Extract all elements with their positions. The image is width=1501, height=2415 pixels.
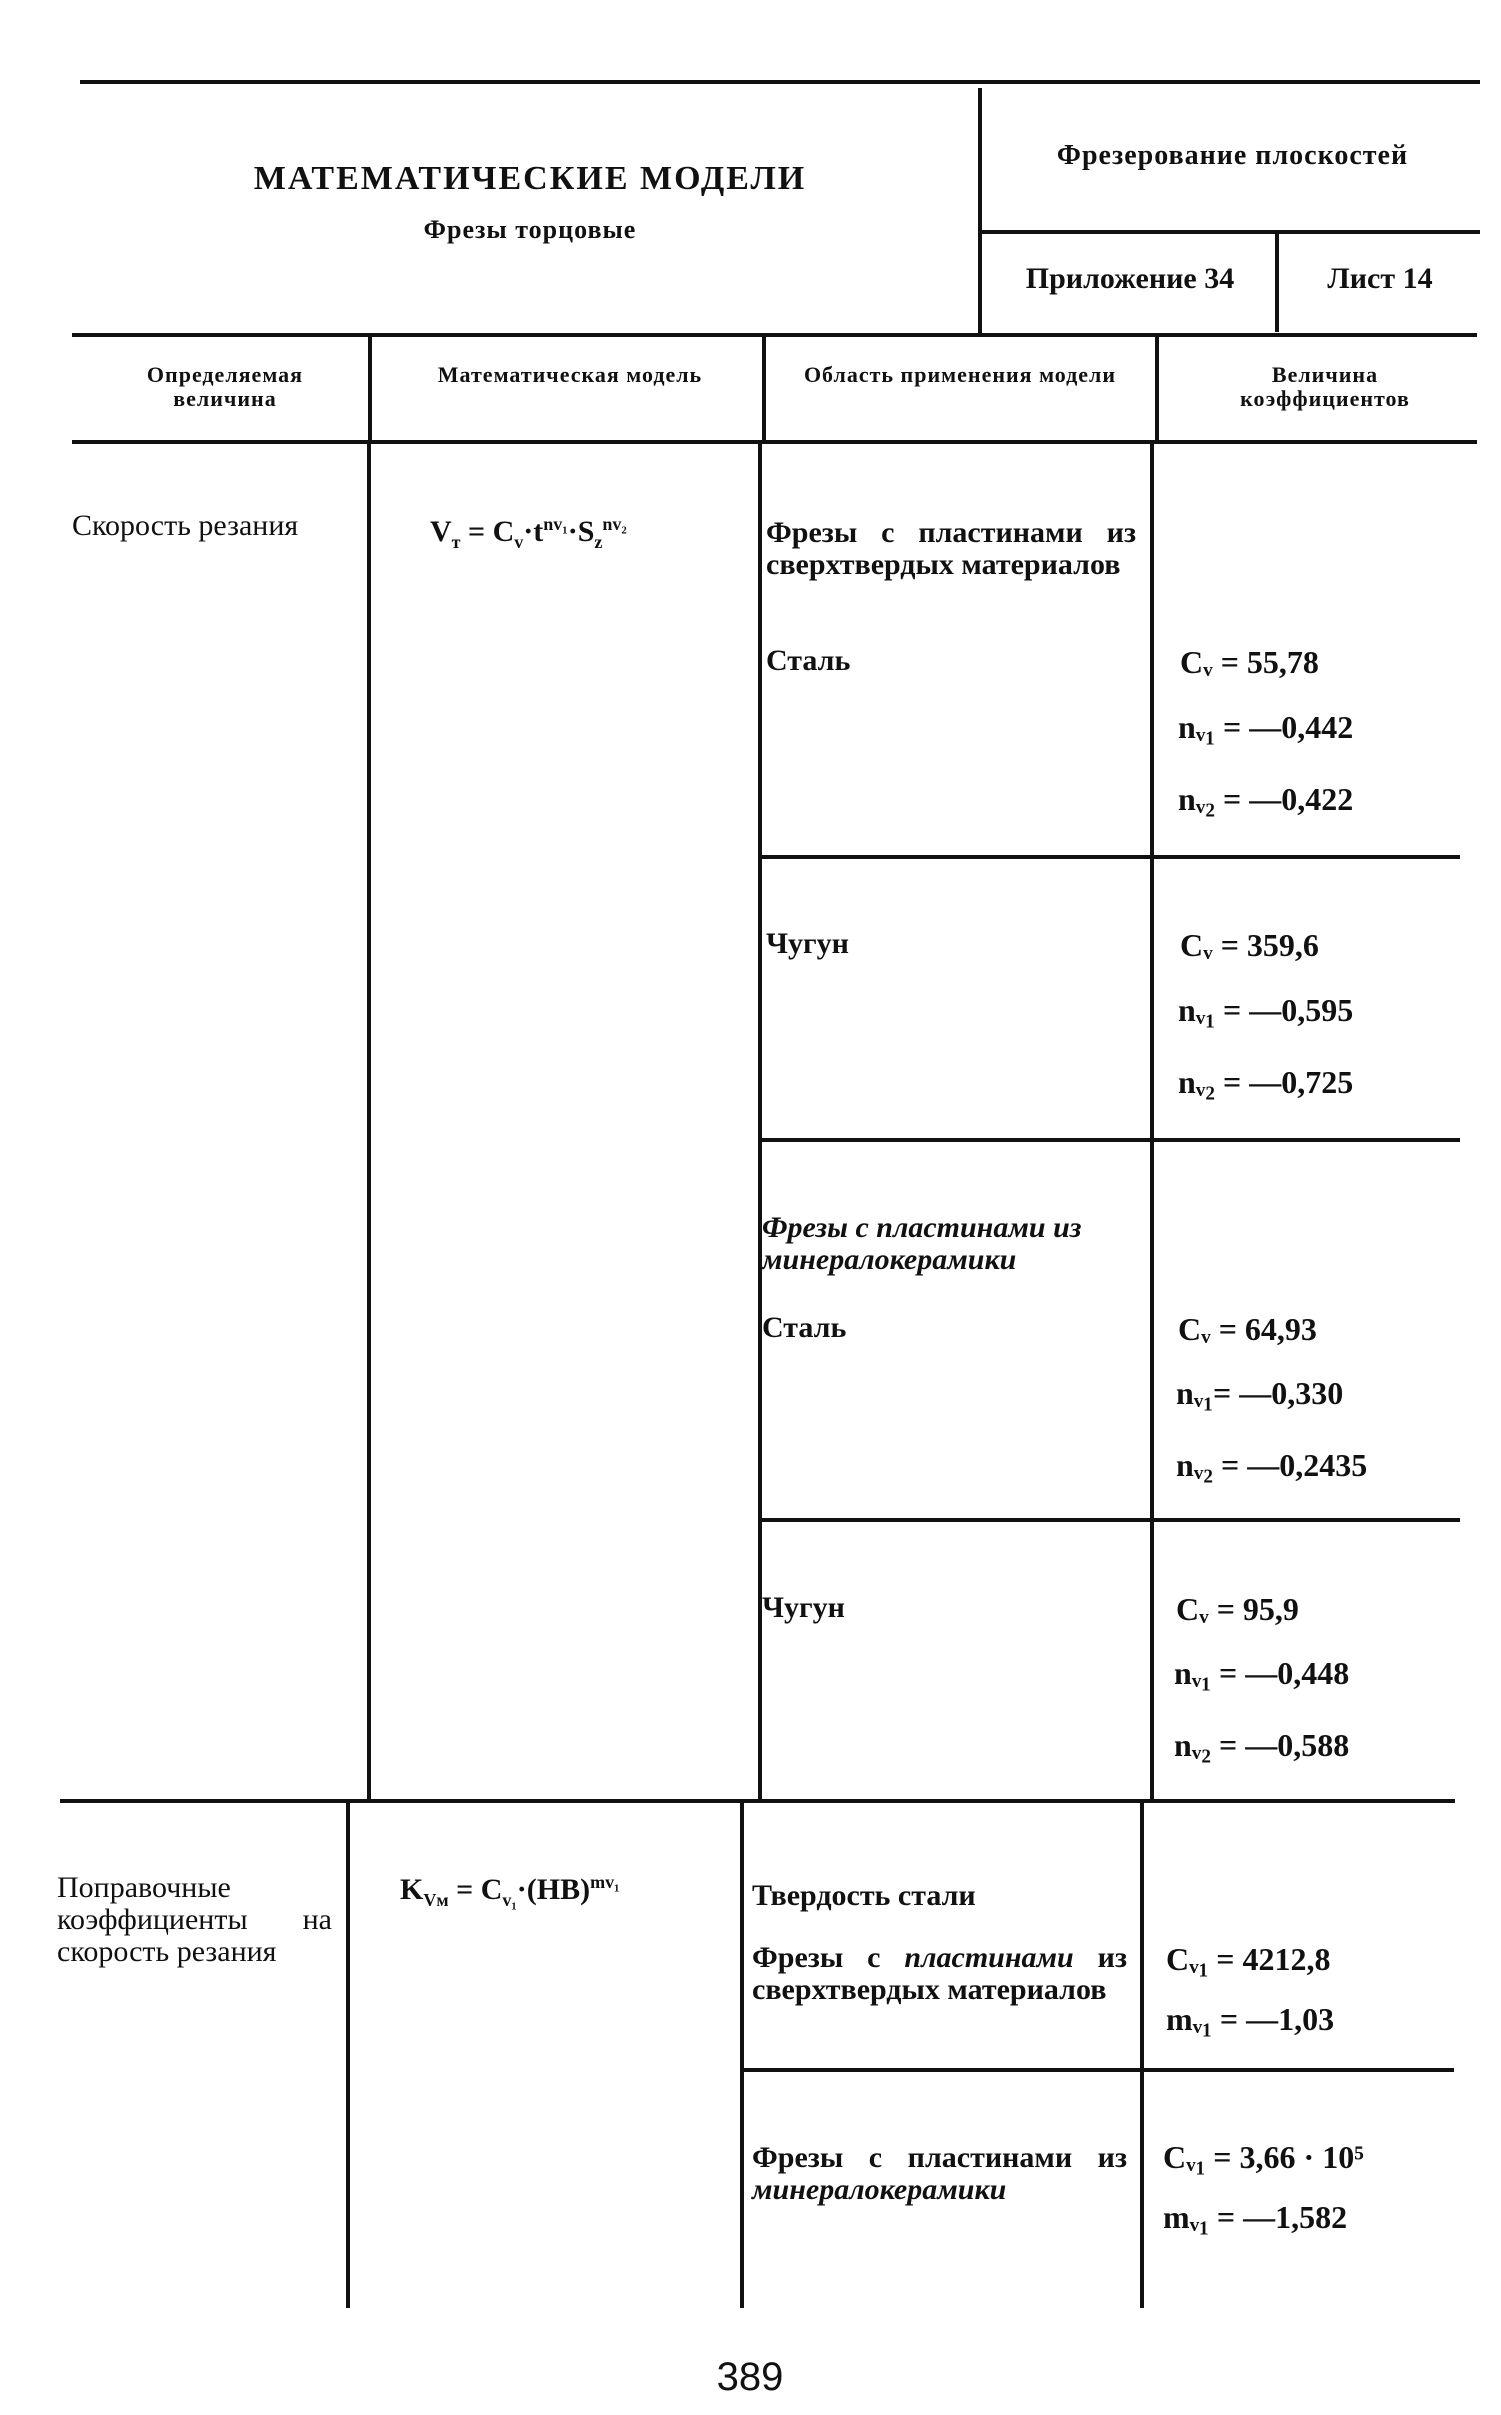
area-castiron-1: Чугун bbox=[766, 927, 849, 960]
formula2-rhs-2: ·(HB) bbox=[516, 1873, 591, 1906]
area-ceramic-2-prefix: Фрезы с пластинами из bbox=[752, 2141, 1127, 2174]
area-steel-hardness: Твердость стали bbox=[752, 1879, 976, 1912]
page-title: МАТЕМАТИЧЕСКИЕ МОДЕЛИ bbox=[253, 160, 807, 197]
area-superhard-2-italic: пластинами bbox=[904, 1941, 1074, 1974]
section-divider-rule bbox=[60, 1799, 1455, 1803]
formula2-rhs-sub-1: v₁ bbox=[502, 1890, 517, 1910]
quantity-correction-factors: Поправочные коэффициенты на скорость резания bbox=[57, 1871, 332, 1968]
formula2-lhs-sub: Vм bbox=[423, 1890, 449, 1910]
coef-cv1-1: Cᵥ₁ = 4212,8 bbox=[1166, 1941, 1331, 1977]
formula-rhs-sup-2: nv₂ bbox=[602, 514, 627, 534]
col-divider-1-head bbox=[368, 337, 372, 440]
col-header-coefficients: Величина коэффициентов bbox=[1240, 362, 1410, 411]
coef-cv-2: Cᵥ = 359,6 bbox=[1180, 927, 1319, 963]
row-rule-2 bbox=[760, 1138, 1460, 1142]
formula2-rhs-sup-1: mv₁ bbox=[590, 1872, 620, 1892]
formula-lhs-sub: т bbox=[451, 532, 461, 552]
area-castiron-2: Чугун bbox=[762, 1591, 845, 1624]
row-rule-4 bbox=[742, 2068, 1454, 2072]
area-group-superhard: Фрезы с пластинами из сверхтвердых материалов bbox=[766, 516, 1136, 581]
coef-cv1-2: Cᵥ₁ = 3,66 · 10⁵ bbox=[1163, 2139, 1364, 2175]
formula-rhs-3: ·S bbox=[567, 515, 595, 548]
formula-rhs-1: = C bbox=[460, 515, 515, 548]
model-formula-speed bbox=[430, 508, 750, 558]
col-divider-3-sec1 bbox=[1150, 444, 1154, 1799]
area-superhard-2-prefix: Фрезы с bbox=[752, 1941, 905, 1974]
area-steel-1: Сталь bbox=[766, 644, 851, 677]
area-ceramic-2-italic: минералокерамики bbox=[752, 2173, 1007, 2206]
row-rule-1 bbox=[760, 855, 1460, 859]
col-header-model: Математическая модель bbox=[437, 362, 703, 387]
col-header-quantity: Определяемая величина bbox=[146, 362, 304, 411]
sheet-label: Лист 14 bbox=[1327, 262, 1433, 295]
area-superhard-2 bbox=[752, 1942, 1127, 2006]
coef-cv-4: Cᵥ = 95,9 bbox=[1176, 1591, 1299, 1627]
column-header-bottom-rule bbox=[72, 440, 1477, 444]
col-divider-3-head bbox=[1155, 337, 1159, 440]
coef-nv1-4: nᵥ₁ = —0,448 bbox=[1174, 1655, 1350, 1691]
page-number: 389 bbox=[716, 2355, 784, 2399]
col-divider-1-sec2 bbox=[346, 1803, 350, 2308]
header-mid-rule bbox=[980, 230, 1480, 234]
appendix-label: Приложение 34 bbox=[1025, 262, 1235, 295]
page-subtitle: Фрезы торцовые bbox=[423, 215, 637, 244]
formula-lhs: V bbox=[430, 515, 452, 548]
formula2-lhs: K bbox=[400, 1873, 424, 1906]
column-header-top-rule bbox=[72, 333, 1477, 337]
coef-nv2-3: nᵥ₂ = —0,2435 bbox=[1176, 1447, 1368, 1483]
coef-nv2-1: nᵥ₂ = —0,422 bbox=[1178, 781, 1354, 817]
formula-rhs-sub-1: v bbox=[514, 532, 524, 552]
header-divider bbox=[978, 88, 982, 333]
col-divider-1-sec1 bbox=[367, 444, 371, 1799]
coef-nv1-2: nᵥ₁ = —0,595 bbox=[1178, 992, 1354, 1028]
coef-mv1-2: mᵥ₁ = —1,582 bbox=[1163, 2199, 1348, 2235]
coef-nv1-3: nᵥ₁= —0,330 bbox=[1176, 1375, 1344, 1411]
formula2-rhs-1: = C bbox=[448, 1873, 503, 1906]
formula-rhs-sup-1: nv₁ bbox=[543, 514, 568, 534]
coef-cv-3: Cᵥ = 64,93 bbox=[1178, 1311, 1317, 1347]
formula-rhs-2: ·t bbox=[523, 515, 544, 548]
area-superhard-2-suffix: из сверхтвердых материалов bbox=[752, 1941, 1128, 2006]
top-rule bbox=[80, 80, 1480, 84]
header-sheet-divider bbox=[1275, 232, 1279, 332]
coef-nv2-4: nᵥ₂ = —0,588 bbox=[1174, 1727, 1350, 1763]
col-divider-3-sec2 bbox=[1140, 1803, 1144, 2308]
operation-label: Фрезерование плоскостей bbox=[1056, 140, 1409, 171]
quantity-cutting-speed: Скорость резания bbox=[72, 509, 299, 542]
coef-mv1-1: mᵥ₁ = —1,03 bbox=[1166, 2001, 1335, 2037]
model-formula-correction bbox=[400, 1866, 730, 1916]
col-divider-2-sec2 bbox=[740, 1803, 744, 2308]
col-divider-2-head bbox=[762, 337, 766, 440]
col-header-area: Область применения модели bbox=[803, 362, 1117, 387]
coef-nv1-1: nᵥ₁ = —0,442 bbox=[1178, 709, 1354, 745]
coef-cv-1: Cᵥ = 55,78 bbox=[1180, 644, 1319, 680]
row-rule-3 bbox=[760, 1518, 1460, 1522]
formula-rhs-sub-2: z bbox=[594, 532, 603, 552]
area-group-ceramic: Фрезы с пластинами из минералокерамики bbox=[762, 1211, 1082, 1276]
coef-nv2-2: nᵥ₂ = —0,725 bbox=[1178, 1064, 1354, 1100]
area-ceramic-2 bbox=[752, 2142, 1127, 2206]
area-steel-2: Сталь bbox=[762, 1311, 847, 1344]
